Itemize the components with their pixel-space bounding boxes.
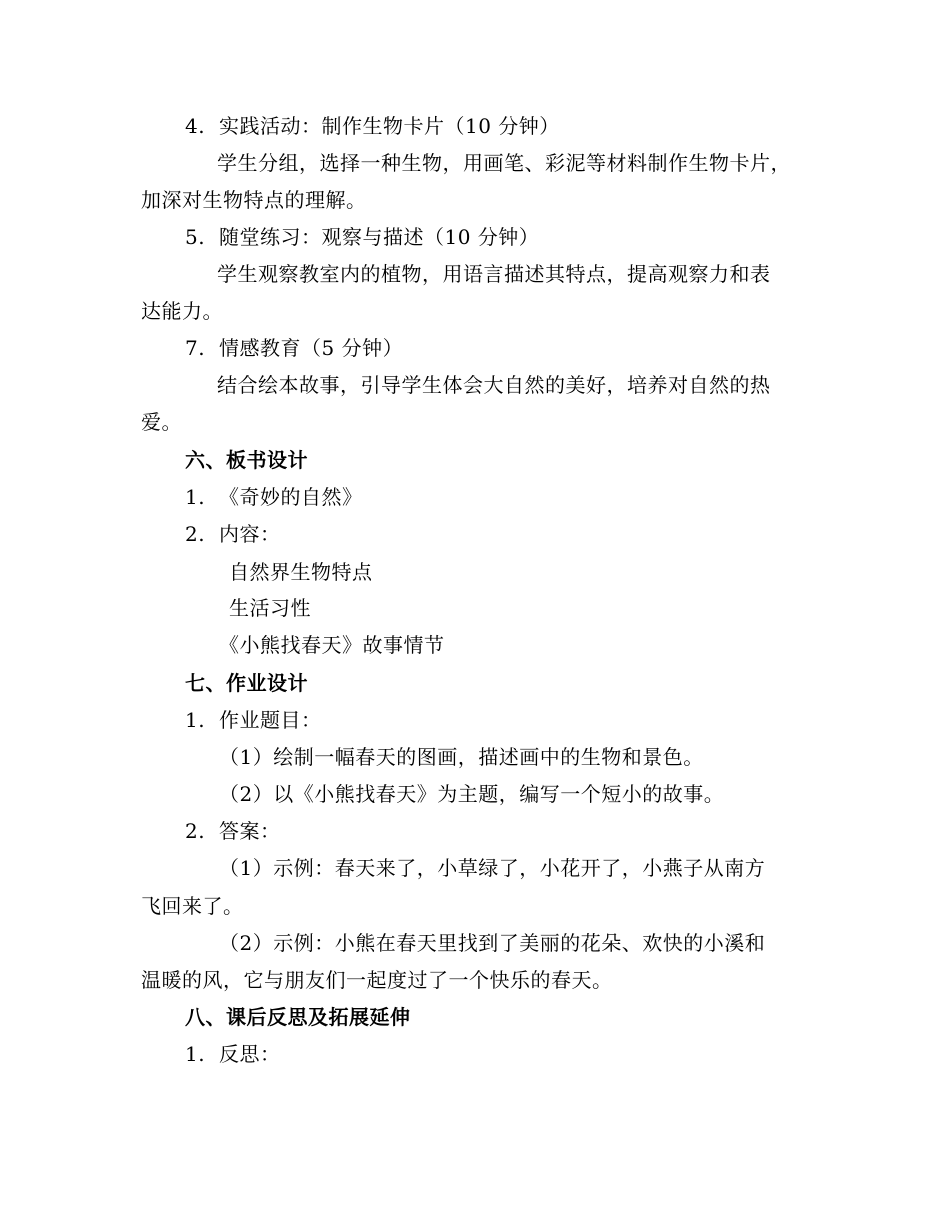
list-number: 1. (185, 485, 206, 509)
list-item (185, 817, 281, 845)
list-text: 作业题目： (219, 708, 322, 732)
content-line: 《小熊找春天》故事情节 (219, 633, 445, 657)
list-item (185, 223, 539, 251)
paragraph-line: 学生分组，选择一种生物，用画笔、彩泥等材料制作生物卡片， (217, 151, 791, 175)
content-line: 生活习性 (229, 596, 311, 620)
paragraph-line: 达能力。 (141, 299, 223, 323)
list-text: 内容： (219, 522, 281, 546)
question-line: （1）绘制一幅春天的图画，描述画中的生物和景色。 (219, 745, 704, 769)
list-number: 1. (185, 1042, 206, 1066)
list-text: 答案： (219, 819, 281, 843)
list-item (185, 112, 560, 140)
list-number: 4. (185, 114, 206, 138)
section-heading: 八、课后反思及拓展延伸 (185, 1005, 411, 1029)
list-number: 2. (185, 522, 206, 546)
list-text: 随堂练习：观察与描述（10 分钟） (219, 225, 540, 249)
list-text: 实践活动：制作生物卡片（10 分钟） (219, 114, 560, 138)
content-line: 自然界生物特点 (229, 560, 373, 584)
list-item (185, 334, 403, 362)
list-item (185, 1040, 281, 1068)
section-heading: 六、板书设计 (185, 448, 308, 472)
paragraph-line: 爱。 (141, 410, 182, 434)
list-number: 2. (185, 819, 206, 843)
paragraph-line: 加深对生物特点的理解。 (141, 188, 367, 212)
list-number: 1. (185, 708, 206, 732)
section-heading: 七、作业设计 (185, 671, 308, 695)
list-number: 7. (185, 336, 206, 360)
list-text: 情感教育（5 分钟） (219, 336, 404, 360)
answer-line: 温暖的风，它与朋友们一起度过了一个快乐的春天。 (141, 968, 613, 992)
paragraph-line: 学生观察教室内的植物，用语言描述其特点，提高观察力和表 (217, 262, 771, 286)
list-number: 5. (185, 225, 206, 249)
answer-line: （2）示例：小熊在春天里找到了美丽的花朵、欢快的小溪和 (219, 931, 766, 955)
answer-line: （1）示例：春天来了，小草绿了，小花开了，小燕子从南方 (219, 856, 766, 880)
list-item (185, 483, 363, 511)
answer-line: 飞回来了。 (141, 894, 244, 918)
list-item (185, 706, 322, 734)
list-item (185, 520, 281, 548)
question-line: （2）以《小熊找春天》为主题，编写一个短小的故事。 (219, 782, 725, 806)
list-text: 《奇妙的自然》 (219, 485, 363, 509)
list-text: 反思： (219, 1042, 281, 1066)
paragraph-line: 结合绘本故事，引导学生体会大自然的美好，培养对自然的热 (217, 373, 771, 397)
